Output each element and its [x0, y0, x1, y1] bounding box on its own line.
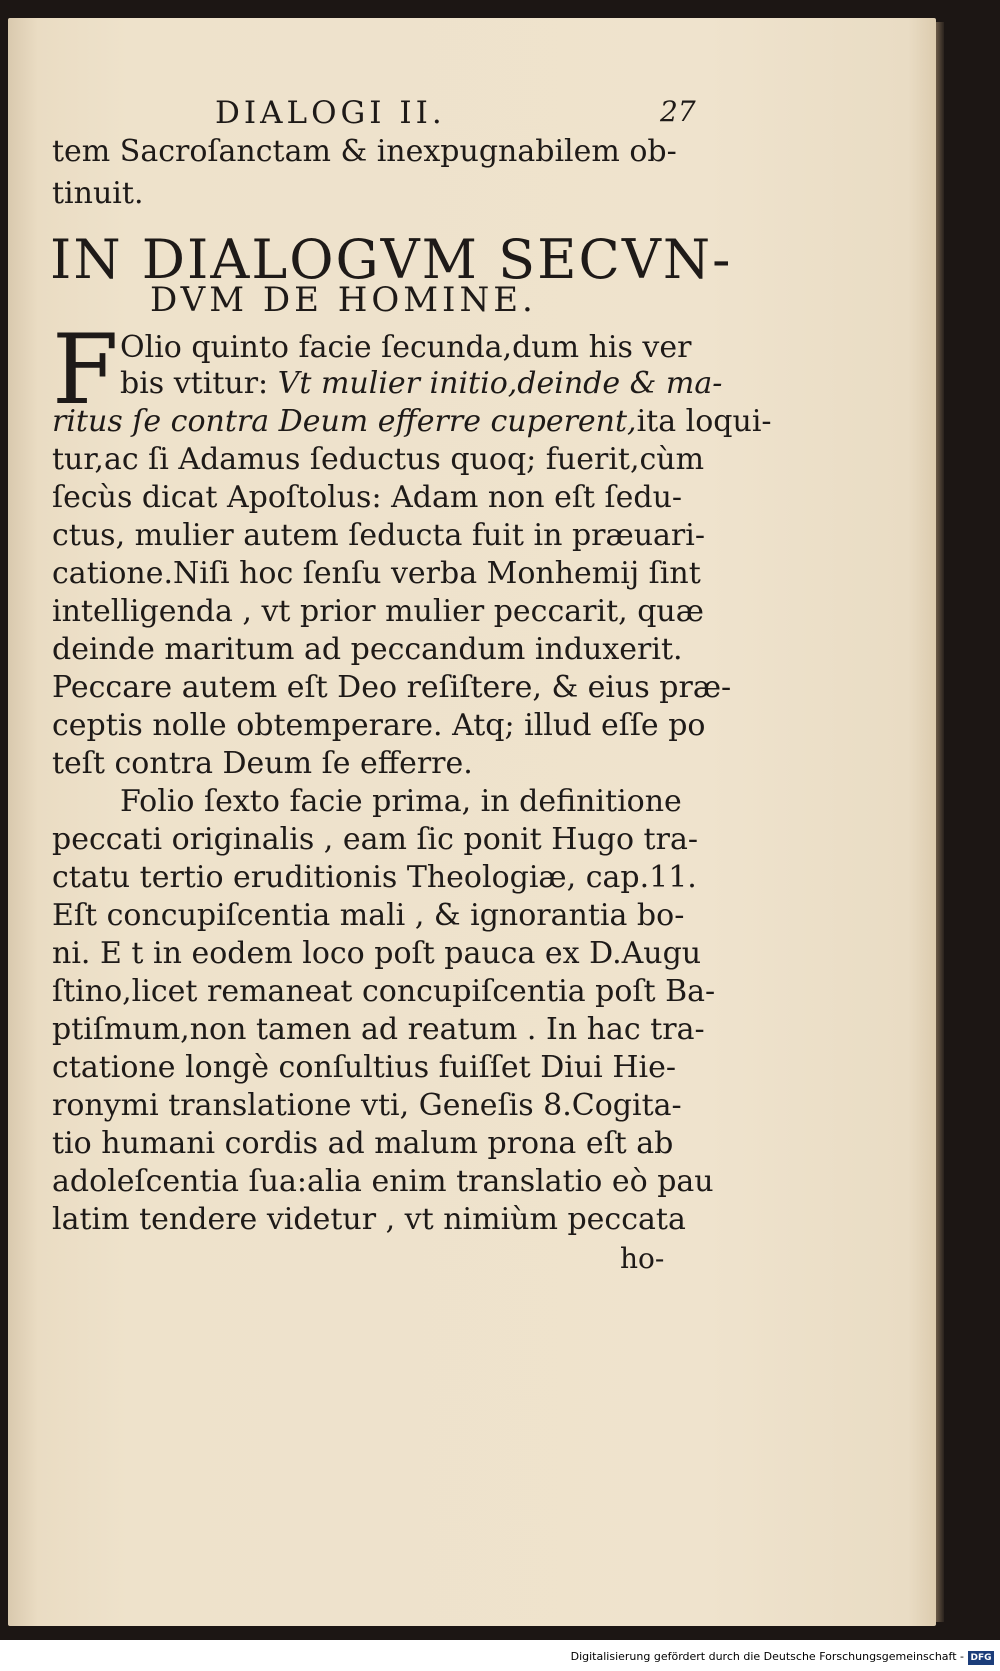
text-line: ctus, mulier autem ſeducta fuit in præuari- [52, 518, 705, 553]
drop-initial: F [52, 314, 119, 426]
italic-quote: ritus ſe contra Deum efferre cuperent, [52, 404, 637, 439]
section-subtitle: DVM DE HOMINE. [150, 280, 537, 320]
text-line: ctatu tertio eruditionis Theologiæ, cap.11. [52, 860, 697, 895]
italic-quote: Vt mulier initio,deinde & ma- [277, 366, 723, 401]
text-line: ni. E t in eodem loco poſt pauca ex D.Augu [52, 936, 702, 971]
text-line: ſecùs dicat Apoſtolus: Adam non eſt ſedu- [52, 480, 683, 515]
catchword: ho- [620, 1242, 665, 1275]
text-span: bis vtitur: [120, 366, 278, 401]
funding-credit: Digitalisierung gefördert durch die Deutsche Forschungsgemeinschaft - [570, 1650, 964, 1663]
text-span: ita loqui- [636, 404, 772, 439]
text-line: Eſt concupiſcentia mali , & ignorantia bo- [52, 898, 685, 933]
text-line: ceptis nolle obtemperare. Atq; illud eſſe po [52, 708, 706, 743]
text-line: tio humani cordis ad malum prona eſt ab [52, 1126, 674, 1161]
text-line: deinde maritum ad peccandum induxerit. [52, 632, 683, 667]
text-line: Olio quinto facie ſecunda,dum his ver [120, 330, 692, 365]
text-line: tem Sacroſanctam & inexpugnabilem ob- [52, 134, 677, 169]
text-line: catione.Niſi hoc ſenſu verba Monhemij ſint [52, 556, 701, 591]
text-line: ronymi translatione vti, Geneſis 8.Cogita- [52, 1088, 682, 1123]
text-line: ſtino,licet remaneat concupiſcentia poſt Ba- [52, 974, 716, 1009]
text-line [120, 366, 722, 402]
text-line: intelligenda , vt prior mulier peccarit, quæ [52, 594, 704, 629]
footer-bar [0, 1648, 1000, 1671]
text-line: latim tendere videtur , vt nimiùm peccata [52, 1202, 686, 1237]
text-line: ctatione longè conſultius fuiſſet Diui Hie- [52, 1050, 676, 1085]
section-title: IN DIALOGVM SECVN- [50, 228, 733, 291]
dfg-logo: DFG [968, 1651, 994, 1665]
text-line: adoleſcentia ſua:alia enim translatio eò pau [52, 1164, 714, 1199]
page-edge [936, 22, 944, 1622]
page-number: 27 [660, 95, 696, 128]
text-line: Peccare autem eſt Deo reſiſtere, & eius præ- [52, 670, 732, 705]
text-line: Folio ſexto facie prima, in definitione [120, 784, 682, 819]
text-line: peccati originalis , eam ſic ponit Hugo tra- [52, 822, 698, 857]
running-head: DIALOGI II. [215, 95, 446, 131]
text-line: tur,ac ſi Adamus ſeductus quoq; fuerit,cùm [52, 442, 705, 477]
text-line [52, 404, 772, 440]
text-line: ptiſmum,non tamen ad reatum . In hac tra- [52, 1012, 705, 1047]
text-line: teſt contra Deum ſe efferre. [52, 746, 473, 781]
text-line: tinuit. [52, 176, 144, 211]
